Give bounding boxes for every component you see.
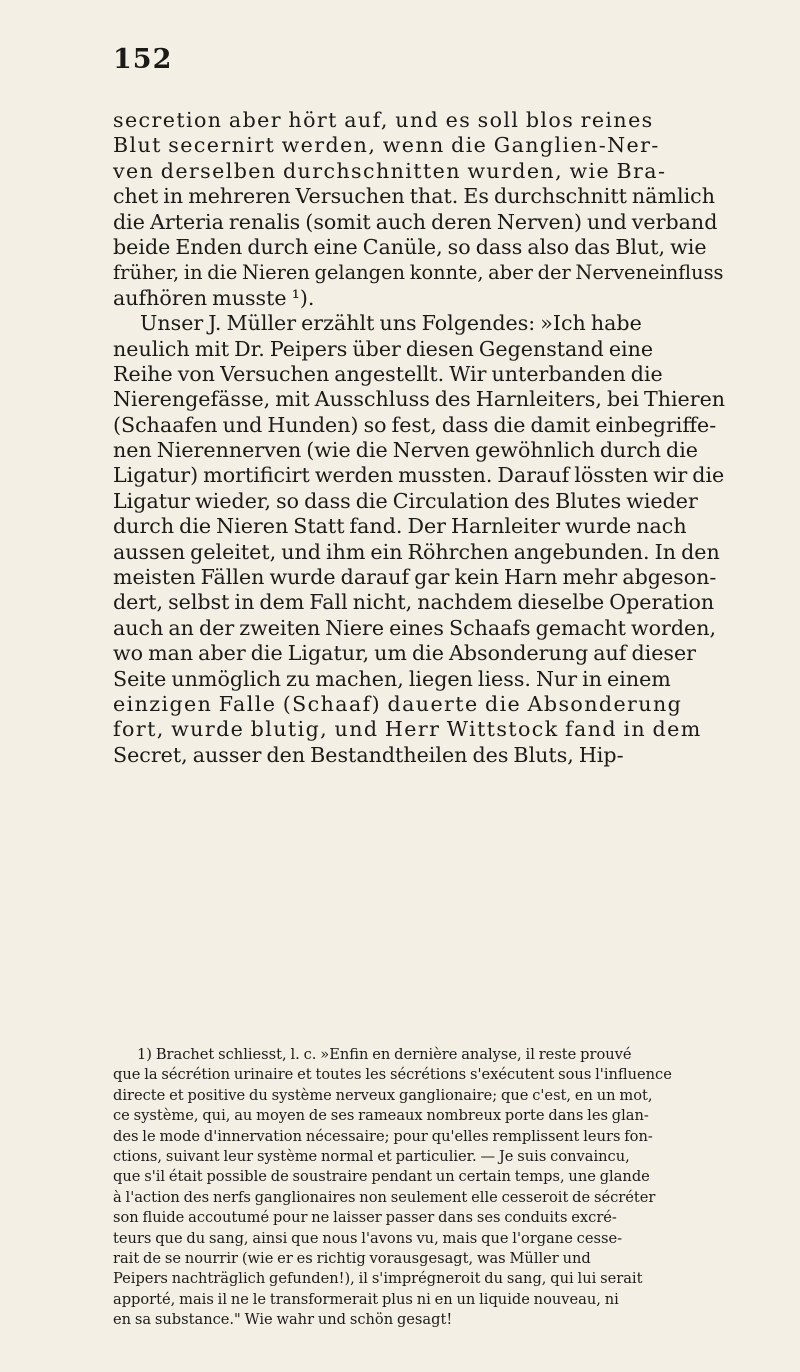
text-line: Unser J. Müller erzählt uns Folgendes: »Ich habe xyxy=(140,311,642,336)
text-line: neulich mit Dr. Peipers über diesen Gegenstand eine xyxy=(113,336,654,361)
footnote-line: en sa substance." Wie wahr und schön gesagt! xyxy=(113,1311,453,1329)
footnote-line: à l'action des nerfs ganglionaires non seulement elle cesseroit de sécréter xyxy=(113,1188,656,1206)
text-line: wo man aber die Ligatur, um die Absonderung auf dieser xyxy=(113,641,697,666)
text-line: durch die Nieren Statt fand. Der Harnleiter wurde nach xyxy=(113,514,687,539)
text-line: auch an der zweiten Niere eines Schaafs gemacht worden, xyxy=(113,615,717,640)
text-line: Seite unmöglich zu machen, liegen liess. Nur in einem xyxy=(113,666,671,691)
text-line: die Arteria renalis (somit auch deren Nerven) und verband xyxy=(113,209,718,234)
text-line: früher, in die Nieren gelangen konnte, aber der Nerveneinfluss xyxy=(113,261,724,285)
text-line: Blut secernirt werden, wenn die Ganglien-Ner- xyxy=(113,133,660,158)
text-line: meisten Fällen wurde darauf gar kein Harn mehr abgeson- xyxy=(113,565,717,590)
footnote-line: apporté, mais il ne le transformerait plus ni en un liquide nouveau, ni xyxy=(113,1290,619,1308)
footnote-line: ctions, suivant leur système normal et particulier. — Je suis convaincu, xyxy=(113,1147,630,1165)
text-line: Ligatur wieder, so dass die Circulation des Blutes wieder xyxy=(113,488,698,513)
text-line: ven derselben durchschnitten wurden, wie Bra- xyxy=(113,158,667,183)
footnotes xyxy=(113,1045,725,1330)
text-line: Ligatur) mortificirt werden mussten. Darauf lössten wir die xyxy=(113,463,725,488)
footnote-line: des le mode d'innervation nécessaire; pour qu'elles remplissent leurs fon- xyxy=(113,1127,653,1145)
text-line: Nierengefässe, mit Ausschluss des Harnleiters, bei Thieren xyxy=(113,387,726,412)
text-line: aussen geleitet, und ihm ein Röhrchen angebunden. In den xyxy=(113,539,720,564)
footnote-line: 1) Brachet schliesst, l. c. »Enfin en dernière analyse, il reste prouvé xyxy=(137,1046,632,1063)
footnote-line: que s'il était possible de soustraire pendant un certain temps, une glande xyxy=(113,1168,650,1186)
main-text xyxy=(113,108,725,768)
text-line: Secret, ausser den Bestandtheilen des Bluts, Hip- xyxy=(113,742,624,767)
footnote-line: son fluide accoutumé pour ne laisser passer dans ses conduits excré- xyxy=(113,1209,617,1227)
footnote-line: que la sécrétion urinaire et toutes les sécrétions s'exécutent sous l'influence xyxy=(113,1066,672,1084)
text-line: einzigen Falle (Schaaf) dauerte die Absonderung xyxy=(113,691,683,716)
text-line: beide Enden durch eine Canüle, so dass also das Blut, wie xyxy=(113,234,707,259)
text-line: (Schaafen und Hunden) so fest, dass die damit einbegriffe- xyxy=(113,412,717,437)
text-line: secretion aber hört auf, und es soll blos reines xyxy=(113,108,654,132)
footnote-line: directe et positive du système nerveux ganglionaire; que c'est, en un mot, xyxy=(113,1086,653,1104)
text-line: dert, selbst in dem Fall nicht, nachdem dieselbe Operation xyxy=(113,590,715,615)
text-line: fort, wurde blutig, und Herr Wittstock fand in dem xyxy=(113,717,702,742)
text-line: aufhören musste ¹). xyxy=(113,285,315,310)
footnote-line: ce système, qui, au moyen de ses rameaux nombreux porte dans les glan- xyxy=(113,1107,649,1125)
footnote-line: rait de se nourrir (wie er es richtig vorausgesagt, was Müller und xyxy=(113,1249,591,1267)
footnote-line: teurs que du sang, ainsi que nous l'avons vu, mais que l'organe cesse- xyxy=(113,1229,623,1247)
text-line: Reihe von Versuchen angestellt. Wir unterbanden die xyxy=(113,361,663,386)
text-line: chet in mehreren Versuchen that. Es durchschnitt nämlich xyxy=(113,184,715,209)
text-line: nen Nierennerven (wie die Nerven gewöhnlich durch die xyxy=(113,438,698,463)
footnote-line: Peipers nachträglich gefunden!), il s'imprégneroit du sang, qui lui serait xyxy=(113,1270,643,1288)
page-number: 152 xyxy=(113,44,173,75)
